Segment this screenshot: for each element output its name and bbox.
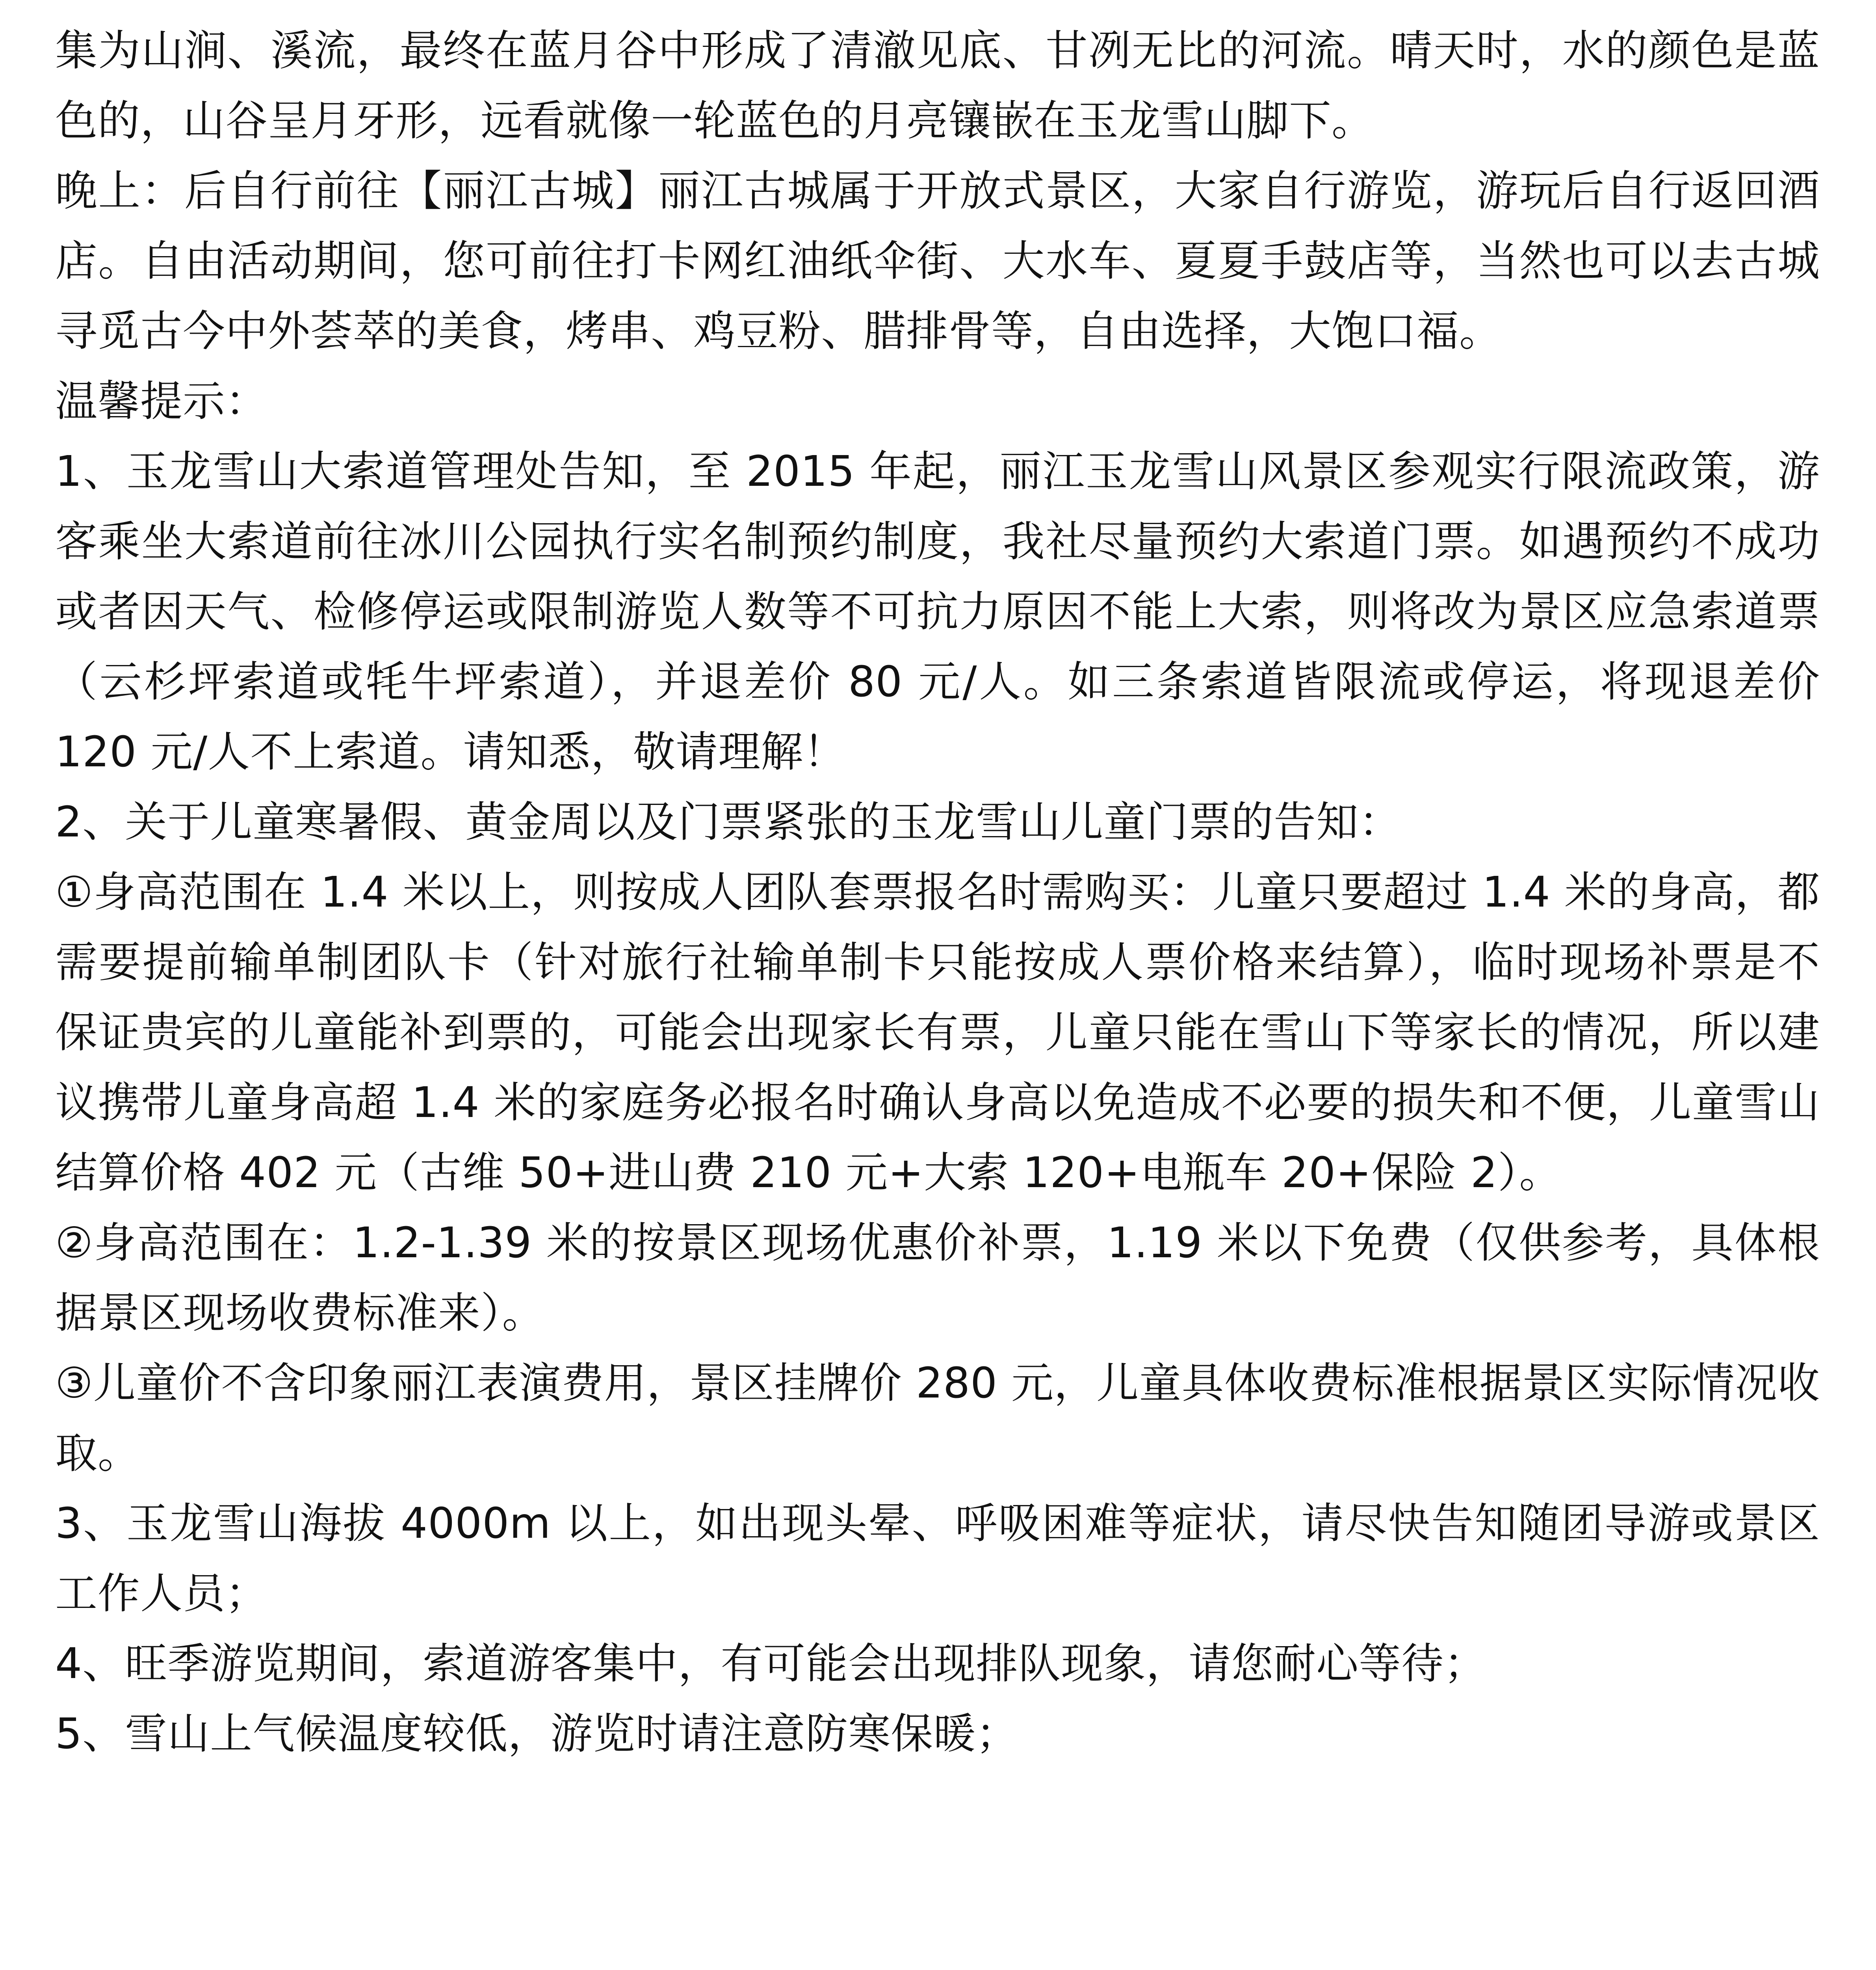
document-page — [55, 16, 1820, 1769]
paragraph-tip-2-item-2: ②身高范围在：1.2-1.39 米的按景区现场优惠价补票，1.19 米以下免费（仅供参考，具体根据景区现场收费标准来）。 — [55, 1219, 1820, 1338]
paragraph-tip-2-child-tickets: 2、关于儿童寒暑假、黄金周以及门票紧张的玉龙雪山儿童门票的告知： — [55, 798, 1402, 847]
paragraph-lanyuegu-description: 集为山涧、溪流，最终在蓝月谷中形成了清澈见底、甘冽无比的河流。晴天时，水的颜色是蓝色的，山谷呈月牙形，远看就像一轮蓝色的月亮镶嵌在玉龙雪山脚下。 — [55, 26, 1820, 145]
paragraph-tip-2-item-1: ①身高范围在 1.4 米以上，则按成人团队套票报名时需购买：儿童只要超过 1.4 米的身高，都需要提前输单制团队卡（针对旅行社输单制卡只能按成人票价格来结算），临时现场补票是不保证贵宾的儿童能补到票的，可能会出现家长有票，儿童只能在雪山下等家长的情况，所以建议携带儿童身高超 1.4 米的家庭务必报名时确认身高以免造成不必要的损失和不便，儿童雪山结算价格 402 元（古维 50+进山费 210 元+大索 120+电瓶车 20+保险 2）。 — [55, 868, 1820, 1197]
paragraph-evening-old-town: 晚上：后自行前往【丽江古城】丽江古城属于开放式景区，大家自行游览，游玩后自行返回酒店。自由活动期间，您可前往打卡网红油纸伞街、大水车、夏夏手鼓店等，当然也可以去古城寻觅古今中外荟萃的美食，烤串、鸡豆粉、腊排骨等，自由选择，大饱口福。 — [55, 167, 1820, 356]
paragraph-tip-4-queue: 4、旺季游览期间，索道游客集中，有可能会出现排队现象，请您耐心等待； — [55, 1639, 1487, 1688]
paragraph-tip-5-cold: 5、雪山上气候温度较低，游览时请注意防寒保暖； — [55, 1710, 1019, 1758]
paragraph-tips-heading: 温馨提示： — [55, 377, 268, 426]
paragraph-tip-1-cableway: 1、玉龙雪山大索道管理处告知，至 2015 年起，丽江玉龙雪山风景区参观实行限流政策，游客乘坐大索道前往冰川公园执行实名制预约制度，我社尽量预约大索道门票。如遇预约不成功或者因天气、检修停运或限制游览人数等不可抗力原因不能上大索，则将改为景区应急索道票（云杉坪索道或牦牛坪索道），并退差价 80 元/人。如三条索道皆限流或停运，将现退差价 120 元/人不上索道。请知悉，敬请理解！ — [55, 447, 1820, 777]
paragraph-tip-3-altitude: 3、玉龙雪山海拔 4000m 以上，如出现头晕、呼吸困难等症状，请尽快告知随团导游或景区工作人员； — [55, 1499, 1820, 1618]
paragraph-tip-2-item-3: ③儿童价不含印象丽江表演费用，景区挂牌价 280 元，儿童具体收费标准根据景区实际情况收取。 — [55, 1359, 1820, 1478]
